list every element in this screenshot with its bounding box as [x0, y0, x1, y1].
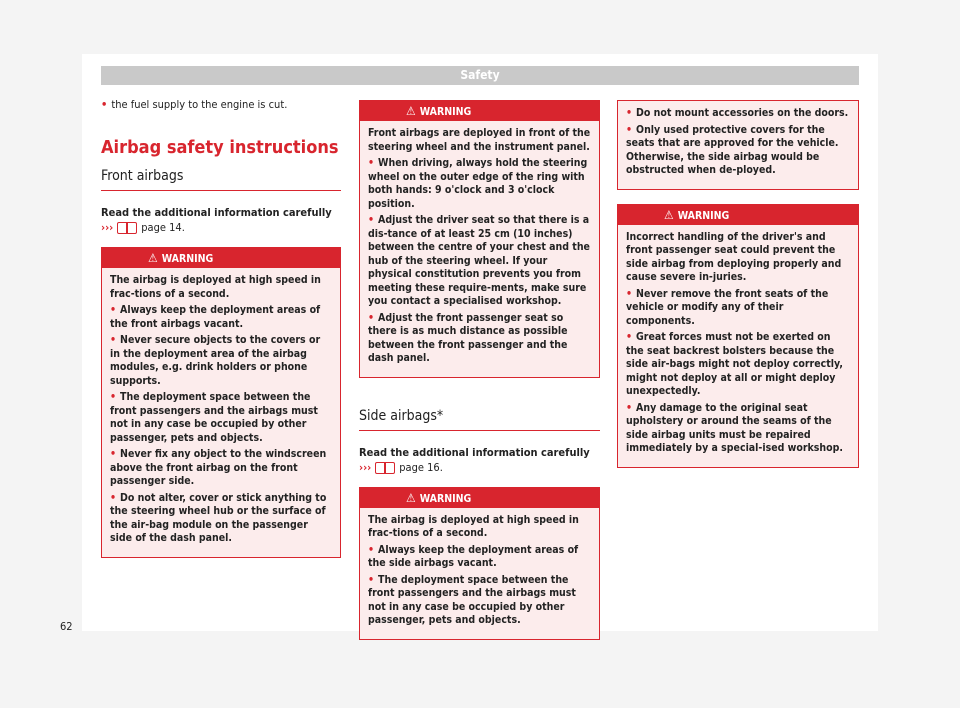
warning-intro: The airbag is deployed at high speed in frac-tions of a second. — [110, 274, 321, 300]
arrow-icon: ››› — [101, 221, 114, 234]
list-item: • Do not mount accessories on the doors. — [626, 107, 849, 119]
warning-header: ⚠ WARNING — [360, 488, 599, 508]
page-header: Safety — [101, 66, 859, 85]
column-right — [617, 100, 859, 468]
book-icon — [375, 462, 395, 474]
warning-box — [101, 247, 341, 558]
bullet-icon: • — [101, 98, 108, 111]
subsection-title: Side airbags* — [359, 408, 600, 431]
read-more: Read the additional information carefully ››› page 14. — [101, 206, 332, 234]
list-item: • Adjust the driver seat so that there is a dis-tance of at least 25 cm (10 inches) between the centre of your chest and the hub of the steering wheel. If your physical constitution prevents you from meeting these require-ments, make sure you contact a specialised workshop. — [368, 214, 590, 307]
list-item: • Always keep the deployment areas of the front airbags vacant. — [110, 304, 321, 330]
column-middle — [359, 100, 600, 640]
list-item: • Never fix any object to the windscreen above the front airbag on the front passenger side. — [110, 448, 327, 487]
list-item: • The deployment space between the front passengers and the airbags must not in any case be occupied by other passenger, pets and objects. — [110, 391, 318, 444]
subsection-title: Front airbags — [101, 168, 341, 191]
list-item: • Do not alter, cover or stick anything to the steering wheel hub or the surface of the air-bag module on the passenger side of the dash panel. — [110, 491, 327, 544]
warning-icon: ⚠ — [664, 207, 674, 222]
page-ref-link[interactable]: page 14. — [141, 221, 185, 234]
list-item: • Great forces must not be exerted on the seat backrest bolsters because the side air-bags might not deploy correctly, might not deploy at all or might deploy unexpectedly. — [626, 331, 843, 397]
column-left — [101, 98, 341, 558]
warning-header: ⚠ WARNING — [102, 248, 340, 268]
list-item: • Only used protective covers for the seats that are approved for the vehicle. Otherwise, the side airbag would be obstructed when de-ployed. — [626, 123, 839, 176]
warning-box — [359, 100, 600, 378]
warning-header: ⚠ WARNING — [360, 101, 599, 121]
list-item: • Never remove the front seats of the vehicle or modify any of their components. — [626, 287, 829, 327]
arrow-icon: ››› — [359, 460, 372, 474]
warning-icon: ⚠ — [406, 104, 416, 118]
warning-icon: ⚠ — [148, 251, 158, 265]
warning-icon: ⚠ — [406, 490, 416, 505]
list-item: • Always keep the deployment areas of the side airbags vacant. — [368, 543, 579, 569]
warning-intro: The airbag is deployed at high speed in frac-tions of a second. — [368, 513, 579, 539]
page-ref-link[interactable]: page 16. — [399, 460, 443, 474]
list-item: • The deployment space between the front passengers and the airbags must not in any case be occupied by other passenger, pets and objects. — [368, 573, 576, 626]
warning-box-continued — [617, 100, 859, 190]
section-title: Airbag safety instructions — [101, 137, 339, 158]
list-item: • Adjust the front passenger seat so there is as much distance as possible between the front passenger and the dash panel. — [368, 311, 568, 364]
warning-box — [617, 204, 859, 468]
page-number: 62 — [60, 620, 73, 633]
warning-header: ⚠ WARNING — [618, 205, 858, 225]
book-icon — [117, 222, 137, 234]
warning-intro: Front airbags are deployed in front of the steering wheel and the instrument panel. — [368, 127, 591, 153]
warning-box — [359, 487, 600, 640]
read-more: Read the additional information carefully ››› page 16. — [359, 445, 590, 474]
list-item: • When driving, always hold the steering wheel on the outer edge of the ring with both hands: 9 o'clock and 3 o'clock position. — [368, 157, 588, 210]
list-item: • the fuel supply to the engine is cut. — [101, 98, 288, 111]
list-item: • Never secure objects to the covers or in the deployment area of the airbag modules, e.g. drink holders or phone supports. — [110, 334, 321, 387]
warning-intro: Incorrect handling of the driver's and front passenger seat could prevent the side airbag from deploying properly and cause severe in-juries. — [626, 230, 842, 283]
list-item: • Any damage to the original seat upholstery or around the seams of the side airbag units must be repaired immediately by a special-ised workshop. — [626, 401, 843, 454]
